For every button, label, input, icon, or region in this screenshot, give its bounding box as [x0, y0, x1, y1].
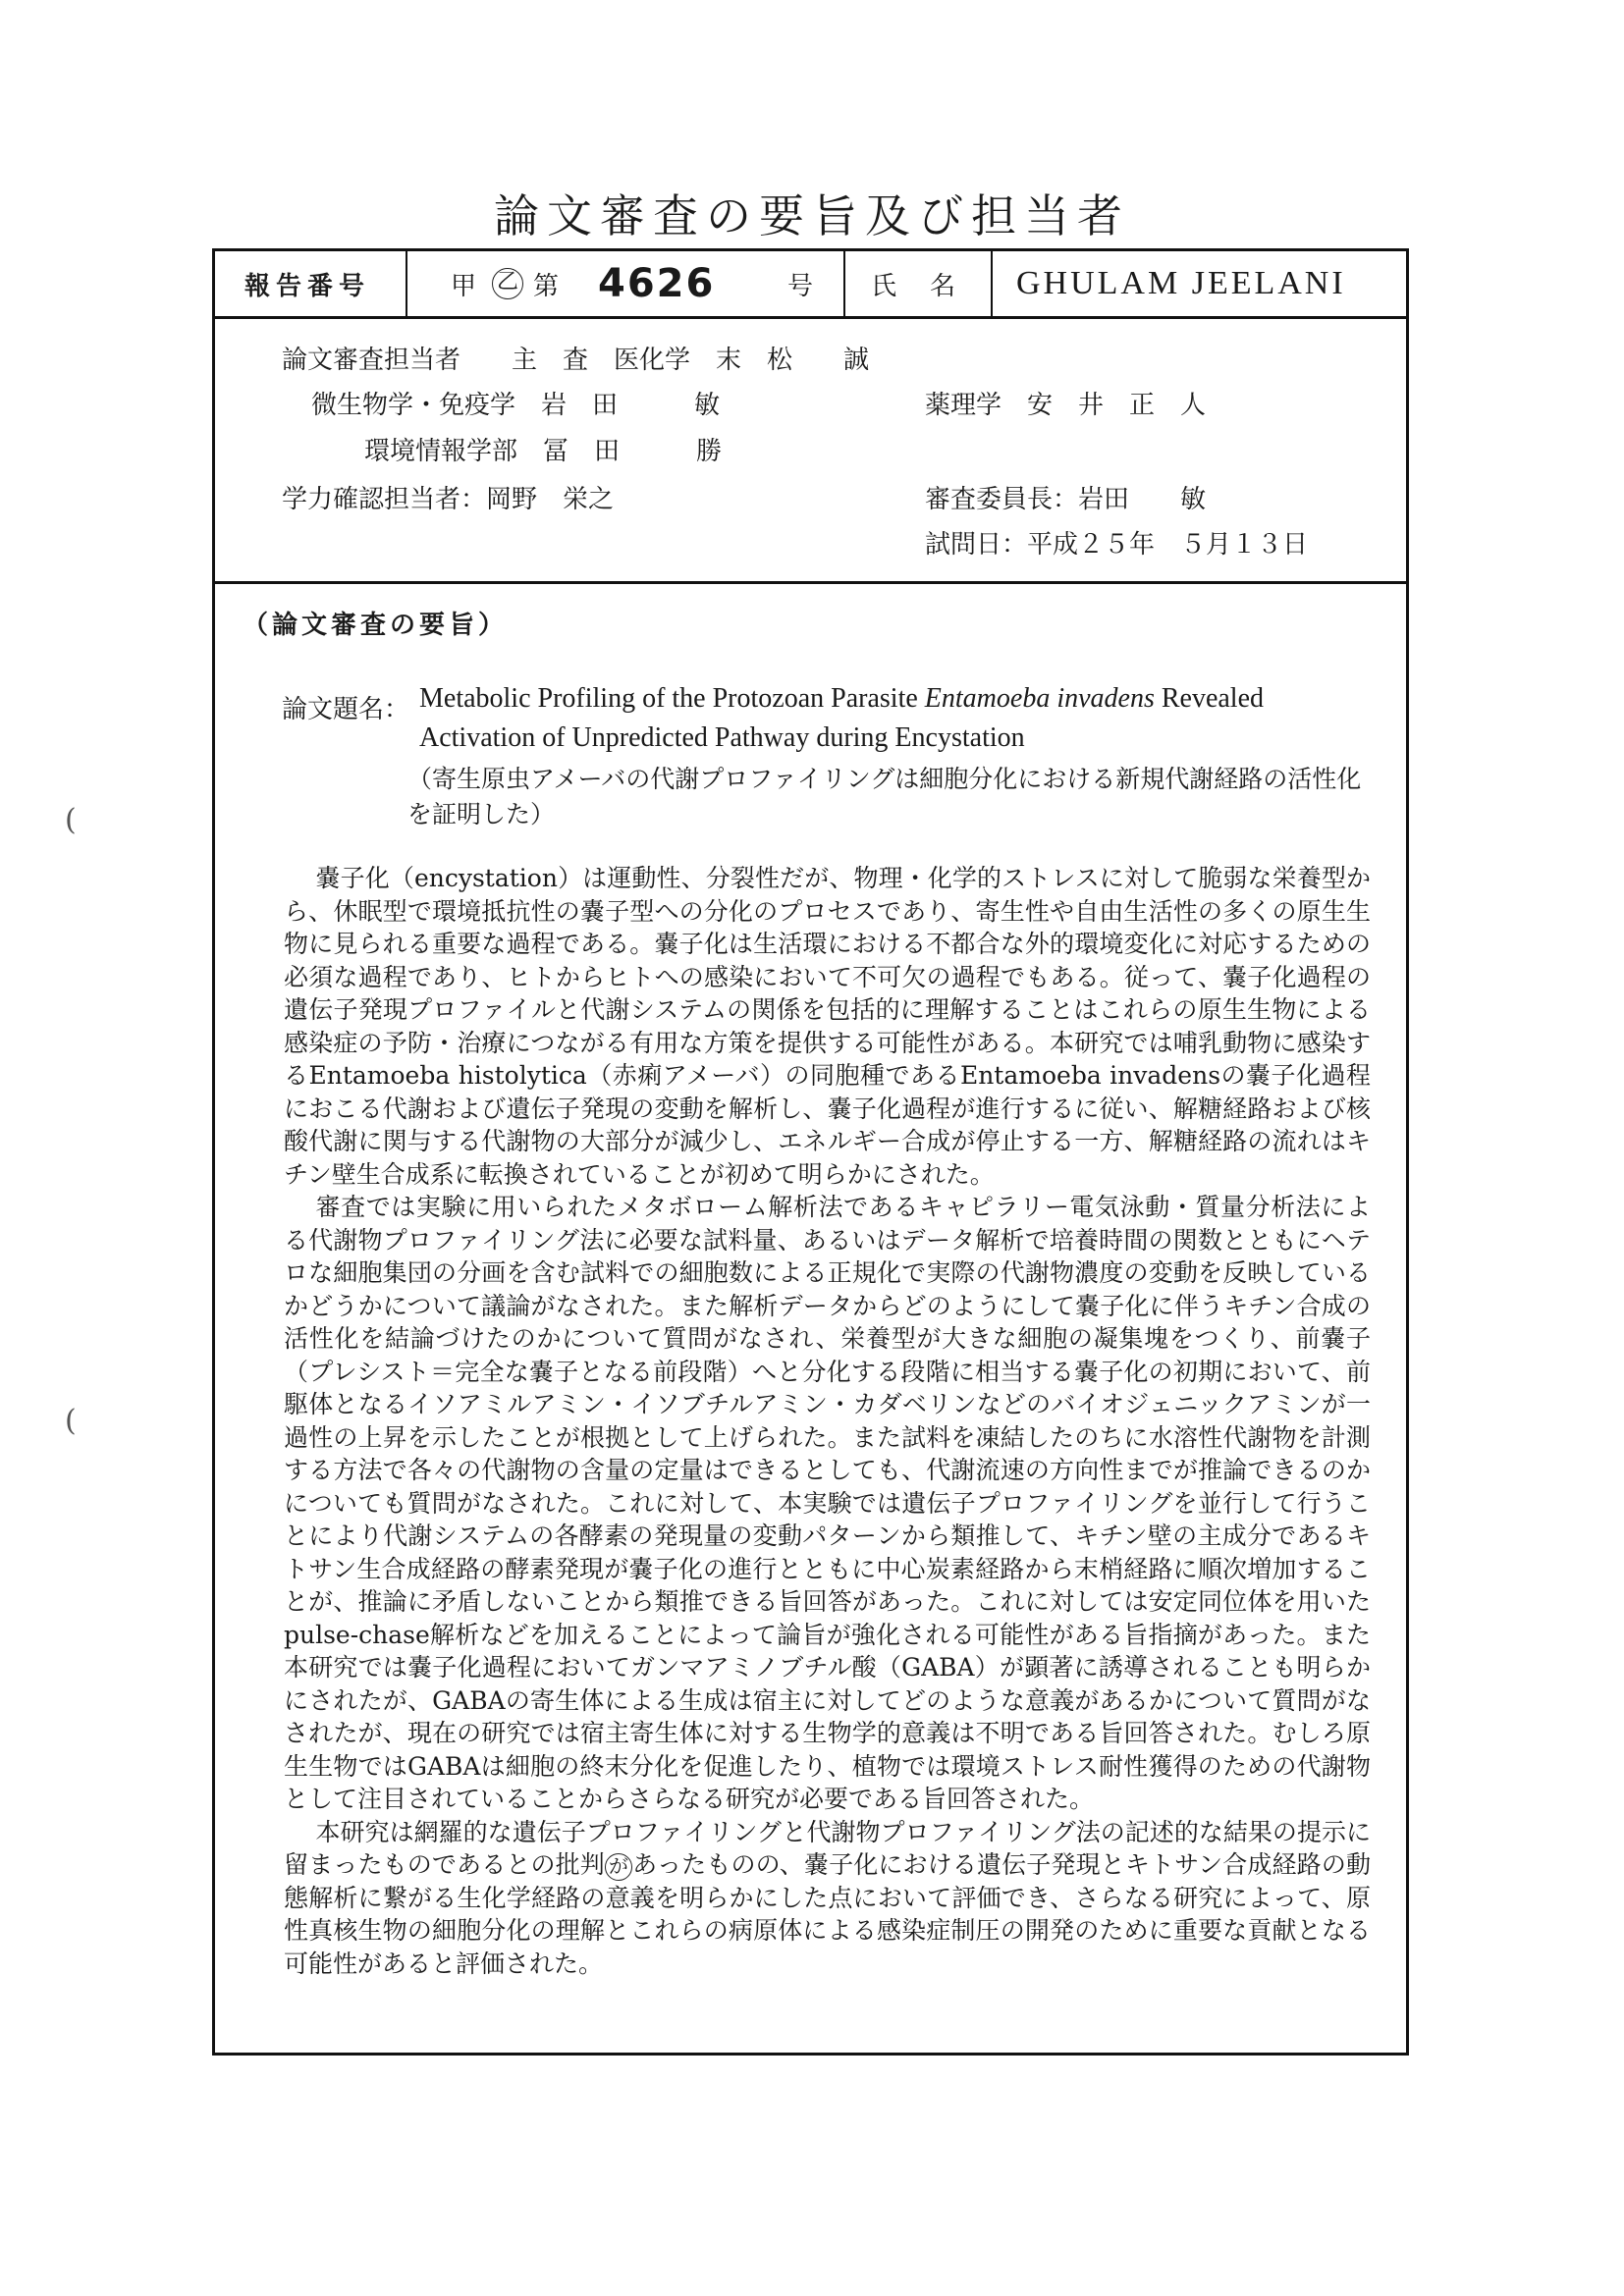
review-summary-body [284, 862, 1371, 1980]
thesis-title-label: 論文題名： [282, 695, 410, 724]
report-number: 4626 [598, 261, 716, 306]
examiners-line-4: 学力確認担当者：岡野 栄之 [282, 485, 615, 514]
report-header-row [215, 251, 1406, 319]
committee-chair: 審査委員長：岩田 敏 [925, 485, 1207, 514]
exam-date: 試問日：平成２５年 ５月１３日 [925, 530, 1309, 560]
section-divider [215, 581, 1406, 584]
species-name: Entamoeba invadens [924, 683, 1155, 714]
degree-type-circled: 乙 [492, 268, 523, 299]
summary-heading: （論文審査の要旨） [243, 611, 509, 640]
examiners-line-2-right: 薬理学 安 井 正 人 [925, 391, 1207, 420]
scan-mark: ( [65, 803, 77, 837]
circled-correction: が [605, 1853, 632, 1881]
examiners-line-2: 微生物学・免疫学 岩 田 敏 [311, 391, 721, 420]
paragraph-3: 本研究は網羅的な遺伝子プロファイリングと代謝物プロファイリング法の記述的な結果の提示に留まったものであるとの批判 が あったものの、嚢子化における遺伝子発現とキトサン合成経路の動態解析に繋がる生化学経路の意義を明らかにした点において評価でき、さらなる研究によって、原性真核生物の細胞分化の理解とこれらの病原体による感染症制圧の開発のために重要な貢献となる可能性があると評価された。 [284, 1817, 1371, 1978]
degree-type: 甲 乙 第 [451, 270, 560, 301]
examiners-line-1: 論文審査担当者 主 査 医化学 末 松 誠 [282, 346, 870, 375]
thesis-title-ja-line-1: （寄生原虫アメーバの代謝プロファイリングは細胞分化における新規代謝経路の活性化 [407, 765, 1362, 793]
thesis-title-en-line-1: Metabolic Profiling of the Protozoan Parasite Entamoeba invadens Revealed [419, 683, 1265, 714]
report-number-suffix: 号 [787, 271, 814, 301]
review-form-frame [212, 248, 1409, 2056]
thesis-title-en-line-2: Activation of Unpredicted Pathway during Encystation [419, 722, 1025, 753]
paragraph-1: 嚢子化（encystation）は運動性、分裂性だが、物理・化学的ストレスに対して脆弱な栄養型から、休眠型で環境抵抗性の嚢子型への分化のプロセスであり、寄生性や自由生活性の多くの原生生物に見られる重要な過程である。嚢子化は生活環における不都合な外的環境変化に対応するための必須な過程であり、ヒトからヒトへの感染において不可欠の過程でもある。従って、嚢子化過程の遺伝子発現プロファイルと代謝システムの関係を包括的に理解することはこれらの原生生物による感染症の予防・治療につながる有用な方策を提供する可能性がある。本研究では哺乳動物に感染するEntamoeba histolytica（赤痢アメーバ）の同胞種であるEntamoeba invadensの嚢子化過程におこる代謝および遺伝子発現の変動を解析し、嚢子化過程が進行するに従い、解糖経路および核酸代謝に関与する代謝物の大部分が減少し、エネルギー合成が停止する一方、解糖経路の流れはキチン壁生合成系に転換されていることが初めて明らかにされた。 [284, 864, 1371, 1189]
report-number-label: 報告番号 [244, 271, 371, 301]
thesis-title-ja-line-2: を証明した） [407, 800, 556, 828]
scan-mark: ( [65, 1404, 77, 1438]
examiners-line-3: 環境情報学部 冨 田 勝 [364, 437, 723, 466]
candidate-name: GHULAM JEELANI [1016, 265, 1346, 301]
paragraph-2: 審査では実験に用いられたメタボローム解析法であるキャピラリー電気泳動・質量分析法による代謝物プロファイリング法に必要な試料量、あるいはデータ解析で培養時間の関数とともにヘテロな細胞集団の分画を含む試料での細胞数による正規化で実際の代謝物濃度の変動を反映しているかどうかについて議論がなされた。また解析データからどのようにして嚢子化に伴うキチン合成の活性化を結論づけたのかについて質問がなされ、栄養型が大きな細胞の凝集塊をつくり、前嚢子（プレシスト＝完全な嚢子となる前段階）へと分化する段階に相当する嚢子化の初期において、前駆体となるイソアミルアミン・イソブチルアミン・カダベリンなどのバイオジェニックアミンが一過性の上昇を示したことが根拠として上げられた。また試料を凍結したのちに水溶性代謝物を計測する方法で各々の代謝物の含量の定量はできるとしても、代謝流速の方向性までが推論できるのかについても質問がなされた。これに対して、本実験では遺伝子プロファイリングを並行して行うことにより代謝システムの各酵素の発現量の変動パターンから類推して、キチン壁の主成分であるキトサン生合成経路の酵素発現が嚢子化の進行とともに中心炭素経路から末梢経路に順次増加することが、推論に矛盾しないことから類推できる旨回答があった。これに対しては安定同位体を用いたpulse-chase解析などを加えることによって論旨が強化される可能性がある旨指摘があった。また本研究では嚢子化過程においてガンマアミノブチル酸（GABA）が顕著に誘導されることも明らかにされたが、GABAの寄生体による生成は宿主に対してどのような意義があるかについて質問がなされたが、現在の研究では宿主寄生体に対する生物学的意義は不明である旨回答された。むしろ原生生物ではGABAは細胞の終末分化を促進したり、植物では環境ストレス耐性獲得のための代謝物として注目されていることからさらなる研究が必要である旨回答された。 [284, 1193, 1371, 1813]
name-label: 氏 名 [871, 271, 960, 301]
document-title: 論文審査の要旨及び担当者 [494, 189, 1130, 242]
